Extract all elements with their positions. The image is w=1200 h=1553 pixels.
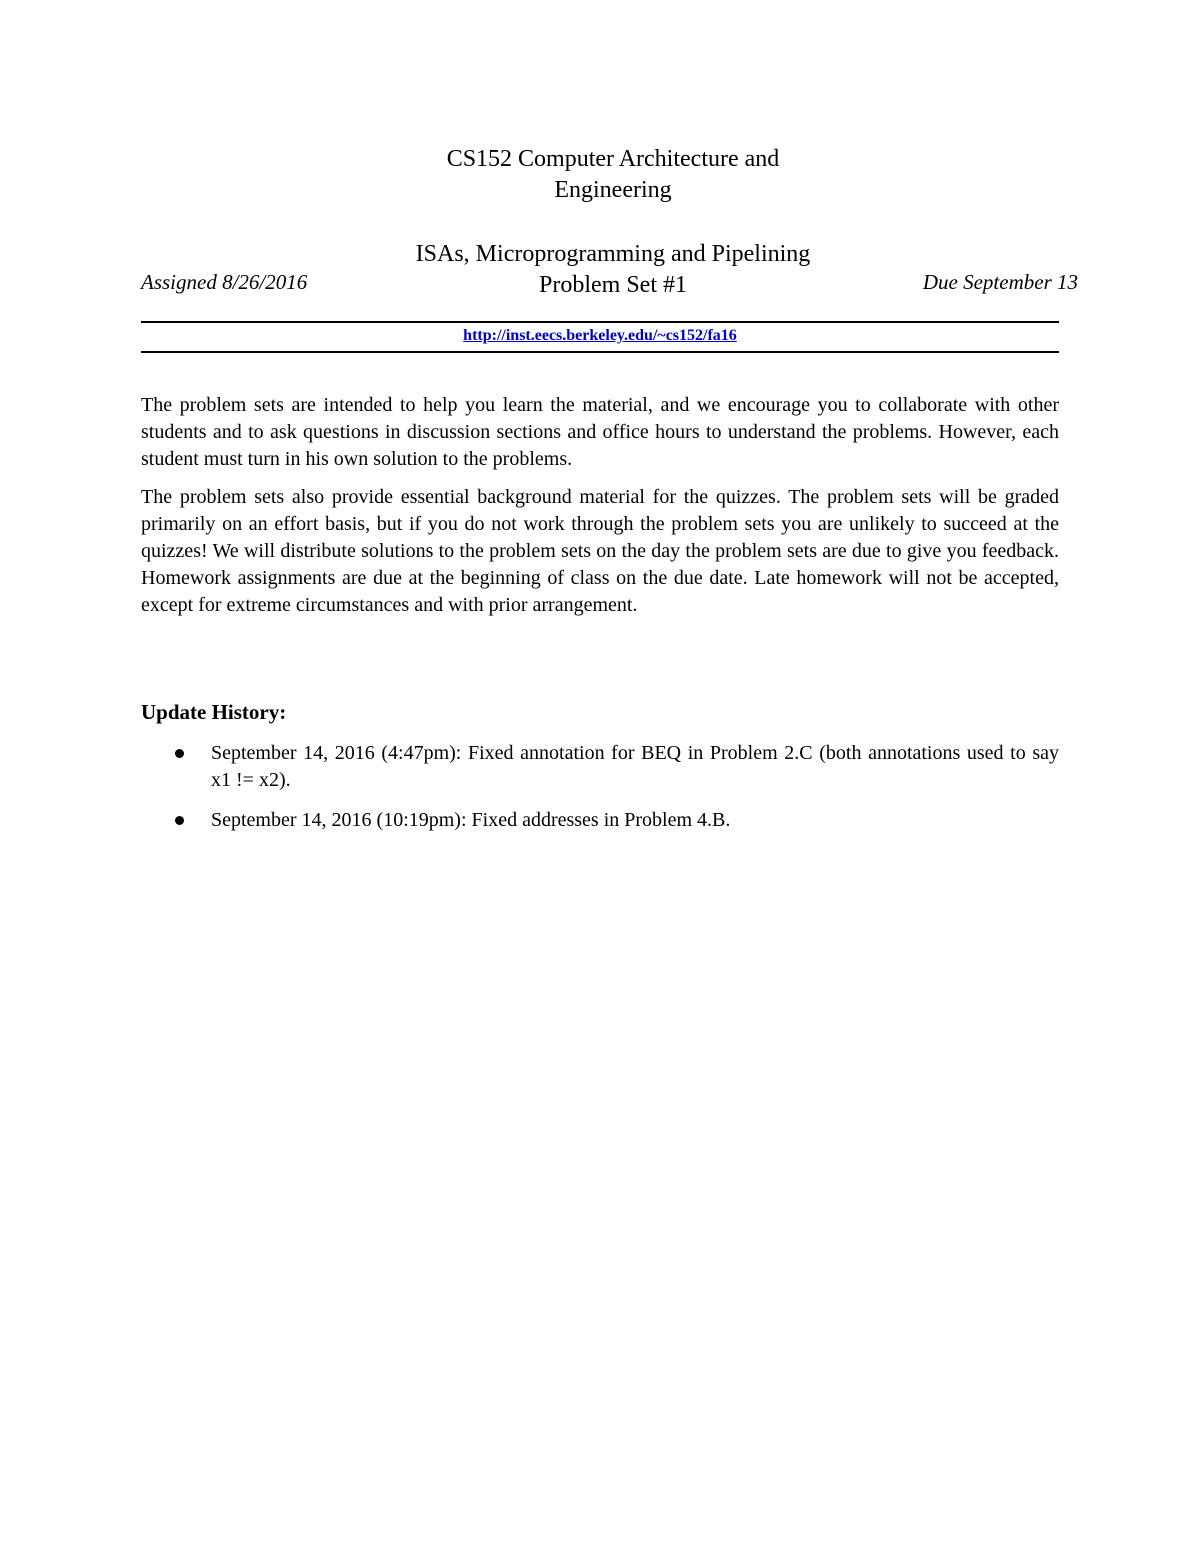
update-history-item-text: September 14, 2016 (4:47pm): Fixed annotation for BEQ in Problem 2.C (both annotations used to say x1 != x2). xyxy=(211,742,1059,791)
intro-paragraph-1: The problem sets are intended to help you learn the material, and we encourage you to collaborate with other students and to ask questions in discussion sections and office hours to understand the problems. However, each student must turn in his own solution to the problems. xyxy=(141,394,1059,470)
topic-title: ISAs, Microprogramming and Pipelining xyxy=(415,241,811,267)
header-rule-bottom xyxy=(141,351,1059,353)
bullet-icon xyxy=(175,816,184,825)
intro-paragraph-2: The problem sets also provide essential background material for the quizzes. The problem sets will be graded primarily on an effort basis, but if you do not work through the problem sets you are unlikely to succeed at the quizzes! We will distribute solutions to the problem sets on the day the problem sets are due to give you feedback. Homework assignments are due at the beginning of class on the due date. Late homework will not be accepted, except for extreme circumstances and with prior arrangement. xyxy=(141,486,1059,616)
assigned-date: Assigned 8/26/2016 xyxy=(141,270,308,294)
list-item xyxy=(141,740,1059,794)
update-history-list xyxy=(141,740,1059,847)
list-item xyxy=(141,807,1059,834)
course-title-line1: CS152 Computer Architecture and xyxy=(446,146,780,172)
problem-set-title: Problem Set #1 xyxy=(539,272,687,298)
update-history-item-text: September 14, 2016 (10:19pm): Fixed addresses in Problem 4.B. xyxy=(211,809,731,831)
bullet-icon xyxy=(175,749,184,758)
course-url-link[interactable]: http://inst.eecs.berkeley.edu/~cs152/fa16 xyxy=(463,327,737,344)
header-rule-top xyxy=(141,321,1059,323)
update-history-heading: Update History: xyxy=(141,700,287,724)
due-date: Due September 13 xyxy=(922,270,1078,294)
course-title-line2: Engineering xyxy=(554,177,672,203)
